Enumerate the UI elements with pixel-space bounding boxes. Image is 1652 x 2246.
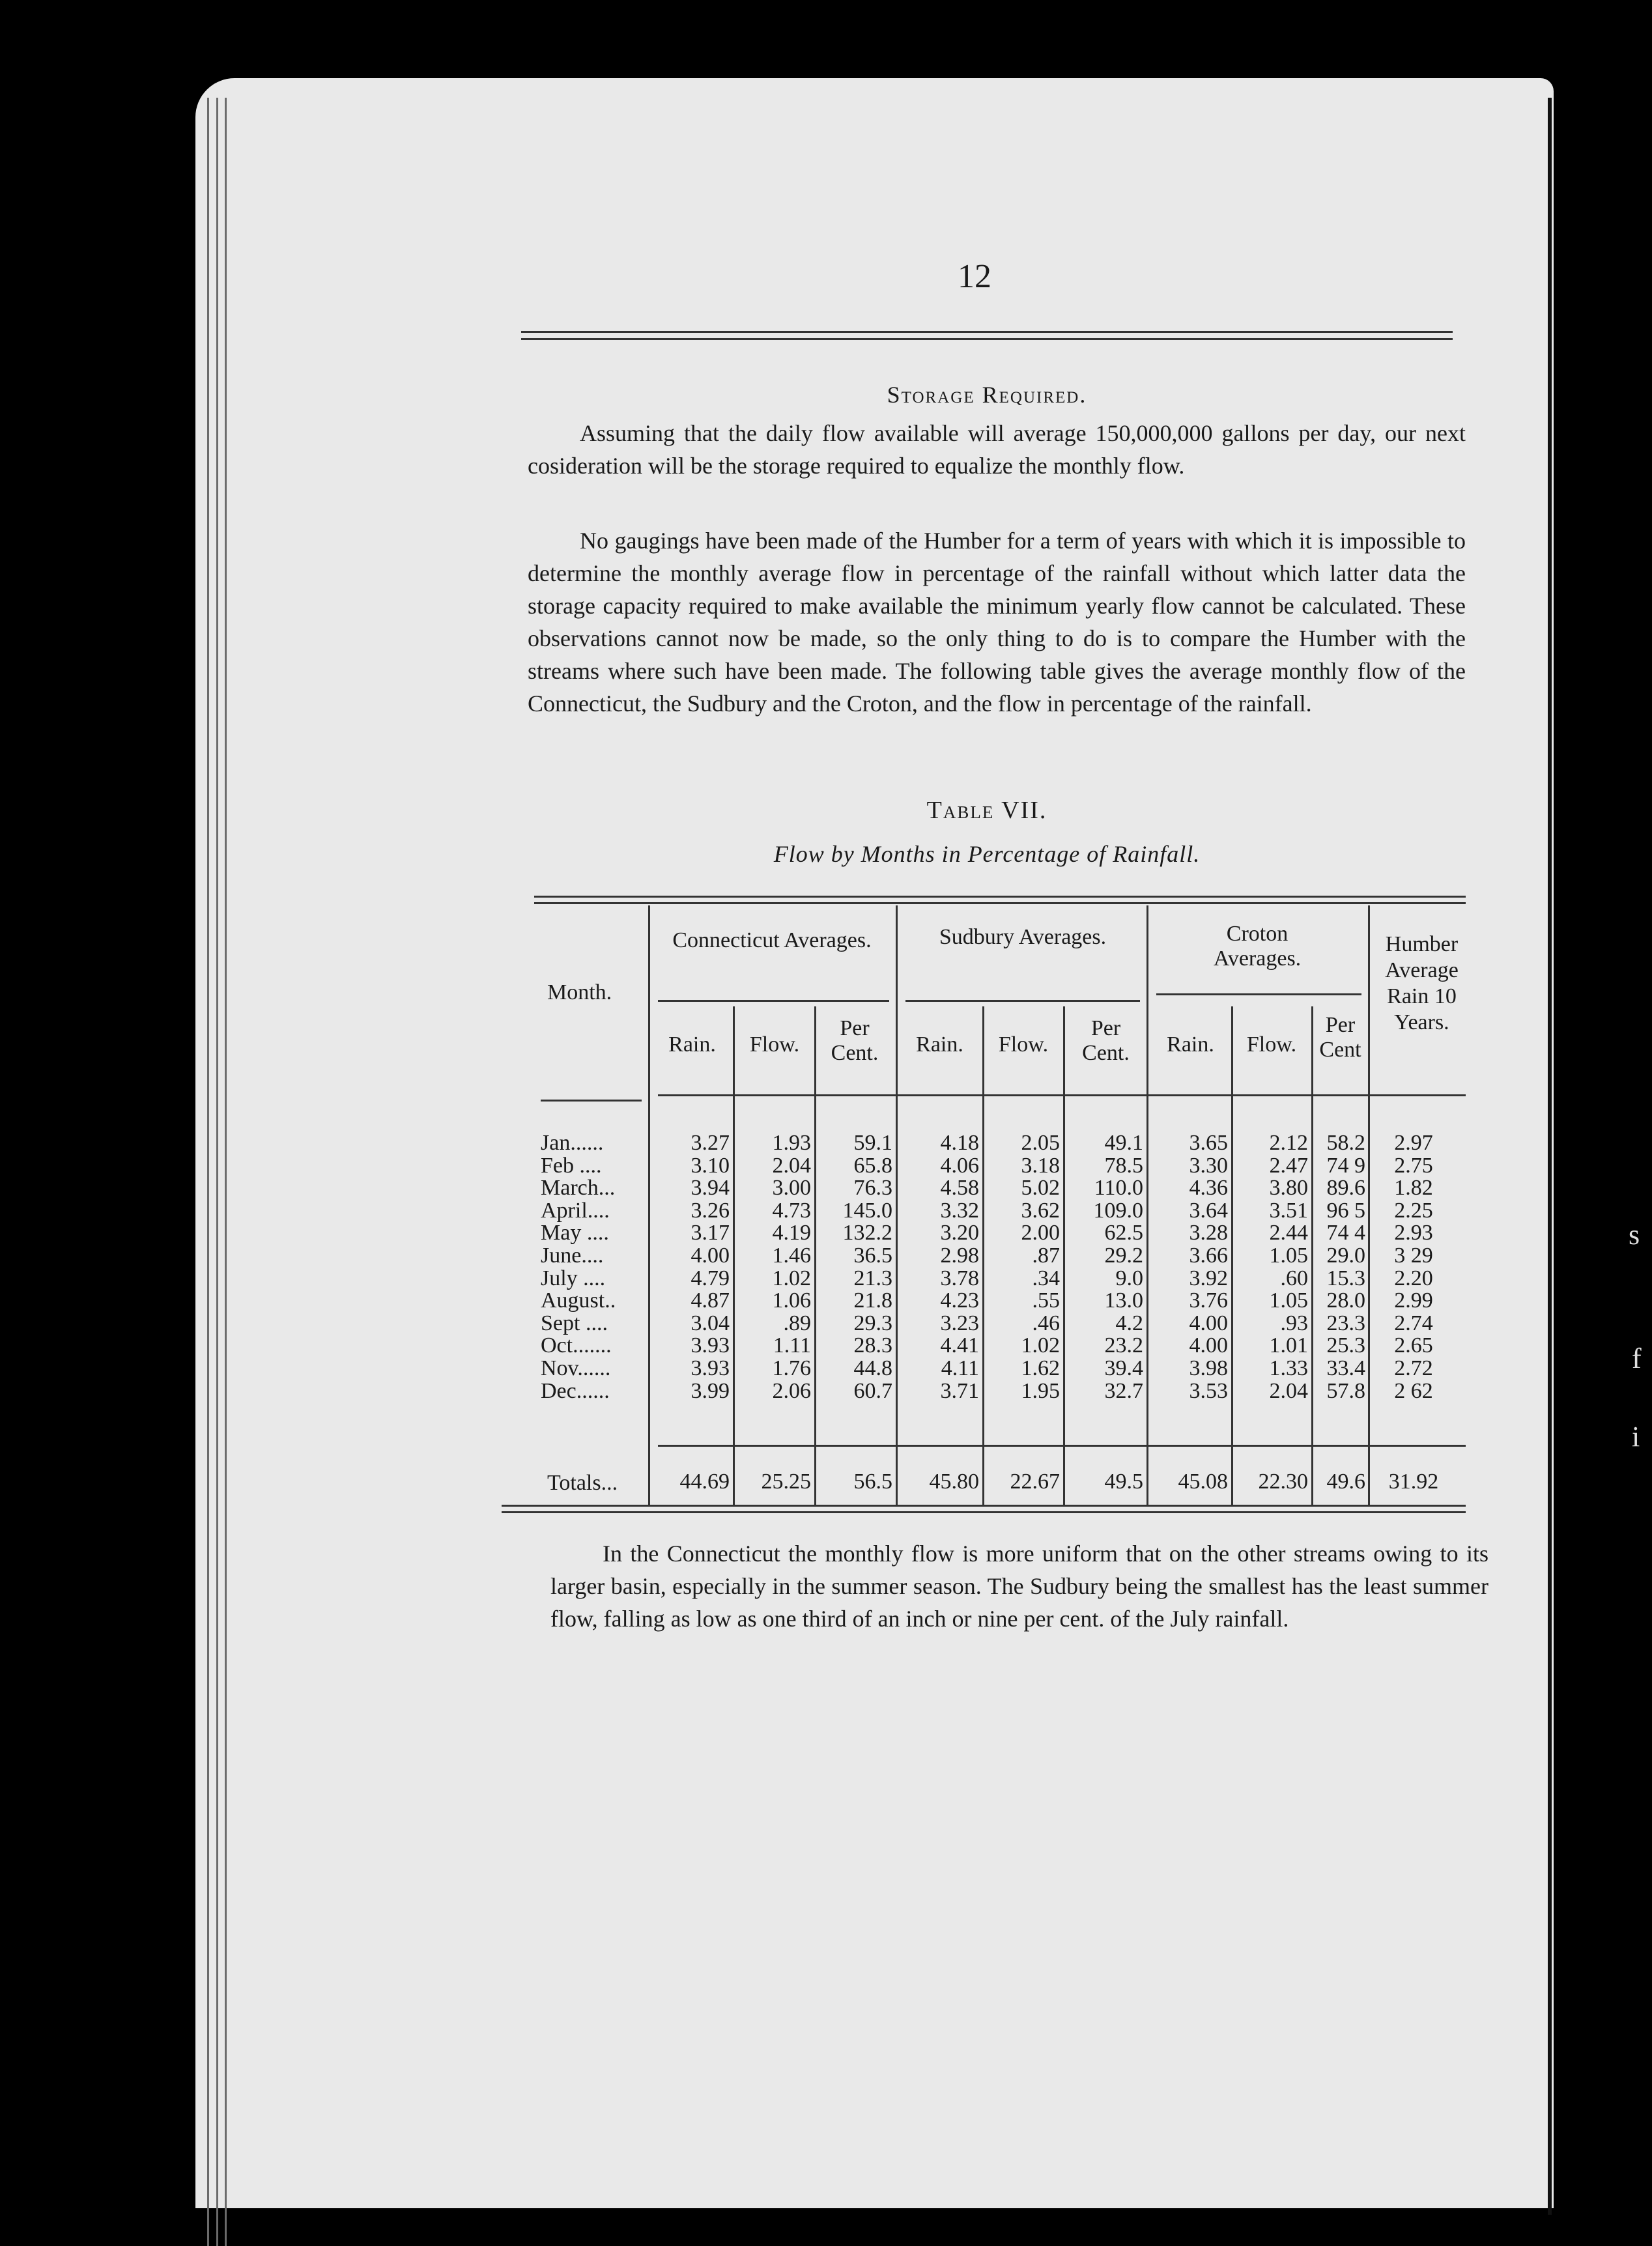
croton-flow-cell: .60 [1280,1266,1308,1290]
sudbury-rain-cell: 4.41 [940,1333,979,1358]
sudbury-flow-cell: .46 [1032,1311,1060,1335]
sudbury-flow-cell: 2.05 [1021,1131,1060,1155]
connecticut-percent-cell: 21.8 [853,1288,892,1313]
total-sudbury-percent: 49.5 [1104,1470,1143,1494]
connecticut-percent-header: Per Cent. [831,1016,879,1065]
connecticut-flow-cell: 2.04 [772,1154,811,1178]
humber-rain-cell: 2.25 [1394,1199,1433,1223]
connecticut-rain-cell: 3.99 [691,1379,730,1403]
sudbury-percent-cell: 39.4 [1104,1356,1143,1380]
croton-percent-cell: 96 5 [1326,1199,1365,1223]
croton-flow-cell: 3.51 [1269,1199,1308,1223]
croton-rain-cell: 3.53 [1189,1379,1228,1403]
croton-flow-cell: 2.04 [1269,1379,1308,1403]
humber-header: Humber Average Rain 10 Years. [1385,932,1459,1034]
connecticut-rain-cell: 3.04 [691,1311,730,1335]
sudbury-percent-cell: 62.5 [1104,1221,1143,1245]
croton-rain-cell: 3.66 [1189,1244,1228,1268]
page-edge-line [216,98,218,2246]
header-under-rule [658,1094,1466,1096]
croton-flow-cell: 3.80 [1269,1176,1308,1200]
humber-rain-cell: 1.82 [1394,1176,1433,1200]
connecticut-rain-cell: 3.27 [691,1131,730,1155]
gutter-rule [1548,98,1552,2215]
connecticut-rain-cell: 3.93 [691,1356,730,1380]
humber-rain-cell: 2.72 [1394,1356,1433,1380]
column-divider [648,905,650,1505]
sudbury-flow-cell: 3.18 [1021,1154,1060,1178]
connecticut-flow-cell: 4.73 [772,1199,811,1223]
sudbury-flow-cell: 2.00 [1021,1221,1060,1245]
connecticut-rain-cell: 4.87 [691,1288,730,1313]
croton-header: Croton Averages. [1213,922,1302,971]
sudbury-percent-cell: 23.2 [1104,1333,1143,1358]
sudbury-flow-cell: 1.02 [1021,1333,1060,1358]
humber-rain-cell: 3 29 [1394,1244,1433,1268]
connecticut-rain-header: Rain. [668,1032,716,1057]
sudbury-flow-cell: 3.62 [1021,1199,1060,1223]
humber-rain-cell: 2.99 [1394,1288,1433,1313]
table-bottom-rule [502,1511,1466,1513]
croton-rain-cell: 3.28 [1189,1221,1228,1245]
croton-rain-cell: 3.76 [1189,1288,1228,1313]
total-humber-rain: 31.92 [1388,1470,1439,1494]
connecticut-header: Connecticut Averages. [672,928,872,952]
humber-rain-cell: 2.65 [1394,1333,1433,1358]
group-rule [1156,993,1361,995]
table-top-rule [534,896,1466,898]
sudbury-rain-header: Rain. [916,1032,963,1057]
sudbury-flow-cell: 5.02 [1021,1176,1060,1200]
sudbury-rain-cell: 4.23 [940,1288,979,1313]
total-croton-flow: 22.30 [1258,1470,1308,1494]
croton-rain-cell: 3.64 [1189,1199,1228,1223]
croton-percent-cell: 74 9 [1326,1154,1365,1178]
month-label: Sept .... [541,1311,608,1335]
croton-flow-cell: 1.01 [1269,1333,1308,1358]
connecticut-percent-cell: 44.8 [853,1356,892,1380]
sudbury-flow-cell: 1.62 [1021,1356,1060,1380]
connecticut-flow-cell: 1.06 [772,1288,811,1313]
page-edge-line [207,98,209,2246]
croton-rain-cell: 3.30 [1189,1154,1228,1178]
paragraph-connecticut: In the Connecticut the monthly flow is more uniform that on the other streams owing to its larger basin, especially in the summer season. The Sudbury being the smallest has the least summer flow, falling as low as one third of an inch or nine per cent. of the July rainfall. [550,1541,1488,1632]
month-label: July .... [541,1266,606,1290]
croton-flow-cell: .93 [1280,1311,1308,1335]
month-column-header: Month. [547,980,612,1004]
sudbury-flow-cell: .34 [1032,1266,1060,1290]
column-divider [1368,905,1370,1505]
croton-rain-cell: 4.00 [1189,1311,1228,1335]
sudbury-rain-cell: 3.71 [940,1379,979,1403]
croton-flow-cell: 2.44 [1269,1221,1308,1245]
total-croton-percent: 49.6 [1326,1470,1365,1494]
connecticut-percent-cell: 59.1 [853,1131,892,1155]
connecticut-flow-cell: 1.02 [772,1266,811,1290]
croton-rain-cell: 3.98 [1189,1356,1228,1380]
croton-percent-cell: 74 4 [1326,1221,1365,1245]
croton-percent-cell: 58.2 [1326,1131,1365,1155]
connecticut-percent-cell: 132.2 [842,1221,892,1245]
connecticut-percent-cell: 65.8 [853,1154,892,1178]
sudbury-percent-cell: 32.7 [1104,1379,1143,1403]
connecticut-flow-cell: 4.19 [772,1221,811,1245]
croton-rain-cell: 3.65 [1189,1131,1228,1155]
sudbury-rain-cell: 4.06 [940,1154,979,1178]
sudbury-percent-cell: 4.2 [1115,1311,1143,1335]
connecticut-flow-cell: .89 [783,1311,811,1335]
connecticut-flow-cell: 1.46 [772,1244,811,1268]
humber-rain-cell: 2.93 [1394,1221,1433,1245]
croton-flow-header: Flow. [1246,1032,1297,1057]
sudbury-header: Sudbury Averages. [939,925,1107,949]
humber-rain-cell: 2.75 [1394,1154,1433,1178]
croton-percent-header: Per Cent [1319,1013,1361,1062]
connecticut-percent-cell: 145.0 [842,1199,892,1223]
croton-percent-cell: 29.0 [1326,1244,1365,1268]
sudbury-rain-cell: 2.98 [940,1244,979,1268]
croton-flow-cell: 1.05 [1269,1288,1308,1313]
connecticut-rain-cell: 4.79 [691,1266,730,1290]
connecticut-flow-cell: 2.06 [772,1379,811,1403]
sudbury-percent-cell: 109.0 [1093,1199,1143,1223]
connecticut-percent-cell: 21.3 [853,1266,892,1290]
connecticut-percent-cell: 36.5 [853,1244,892,1268]
connecticut-rain-cell: 4.00 [691,1244,730,1268]
totals-label: Totals... [547,1471,618,1495]
connecticut-flow-cell: 1.11 [773,1333,811,1358]
croton-rain-header: Rain. [1167,1032,1214,1057]
group-rule [905,1000,1140,1002]
month-label: Feb .... [541,1154,602,1178]
column-divider [1146,905,1148,1505]
sudbury-rain-cell: 3.78 [940,1266,979,1290]
sudbury-percent-cell: 29.2 [1104,1244,1143,1268]
header-rule [521,331,1453,340]
croton-flow-cell: 1.05 [1269,1244,1308,1268]
column-divider [896,905,898,1505]
connecticut-rain-cell: 3.94 [691,1176,730,1200]
table-caption: Flow by Months in Percentage of Rainfall. [773,841,1201,867]
croton-rain-cell: 3.92 [1189,1266,1228,1290]
sudbury-percent-cell: 49.1 [1104,1131,1143,1155]
connecticut-rain-cell: 3.10 [691,1154,730,1178]
connecticut-percent-cell: 29.3 [853,1311,892,1335]
total-sudbury-rain: 45.80 [929,1470,979,1494]
section-heading: Storage Required. [887,382,1087,408]
connecticut-rain-cell: 3.26 [691,1199,730,1223]
month-label: May .... [541,1221,609,1245]
sudbury-percent-cell: 78.5 [1104,1154,1143,1178]
croton-flow-cell: 2.47 [1269,1154,1308,1178]
croton-rain-cell: 4.36 [1189,1176,1228,1200]
croton-percent-cell: 15.3 [1326,1266,1365,1290]
connecticut-flow-header: Flow. [749,1032,800,1057]
croton-percent-cell: 23.3 [1326,1311,1365,1335]
month-label: June.... [541,1244,604,1268]
month-label: April.... [541,1199,610,1223]
table-bottom-rule [502,1505,1466,1507]
header-under-rule [541,1100,642,1102]
sudbury-rain-cell: 3.23 [940,1311,979,1335]
connecticut-percent-cell: 76.3 [853,1176,892,1200]
connecticut-flow-cell: 1.93 [772,1131,811,1155]
table-top-rule [534,902,1466,904]
croton-flow-cell: 2.12 [1269,1131,1308,1155]
humber-rain-cell: 2.97 [1394,1131,1433,1155]
sudbury-percent-cell: 13.0 [1104,1288,1143,1313]
month-label: Jan...... [541,1131,604,1155]
month-label: Oct....... [541,1333,612,1358]
sudbury-flow-header: Flow. [998,1032,1049,1057]
croton-percent-cell: 57.8 [1326,1379,1365,1403]
sudbury-rain-cell: 3.20 [940,1221,979,1245]
sudbury-flow-cell: .55 [1032,1288,1060,1313]
month-label: Nov...... [541,1356,611,1380]
croton-flow-cell: 1.33 [1269,1356,1308,1380]
sudbury-percent-cell: 110.0 [1094,1176,1143,1200]
croton-percent-cell: 89.6 [1326,1176,1365,1200]
month-label: August.. [541,1288,616,1313]
sudbury-percent-cell: 9.0 [1115,1266,1143,1290]
humber-rain-cell: 2.20 [1394,1266,1433,1290]
sudbury-flow-cell: .87 [1032,1244,1060,1268]
connecticut-flow-cell: 3.00 [772,1176,811,1200]
croton-rain-cell: 4.00 [1189,1333,1228,1358]
total-connecticut-rain: 44.69 [679,1470,730,1494]
total-sudbury-flow: 22.67 [1010,1470,1060,1494]
sudbury-rain-cell: 4.18 [940,1131,979,1155]
paragraph-storage: Assuming that the daily flow available will average 150,000,000 gallons per day, our next cosideration will be the storage required to equalize the monthly flow. [528,420,1466,479]
total-connecticut-flow: 25.25 [761,1470,811,1494]
table-title: Table VII. [926,797,1047,824]
croton-percent-cell: 25.3 [1326,1333,1365,1358]
totals-rule [658,1445,1466,1447]
sudbury-flow-cell: 1.95 [1021,1379,1060,1403]
month-label: Dec...... [541,1379,610,1403]
connecticut-percent-cell: 60.7 [853,1379,892,1403]
paragraph-gaugings: No gaugings have been made of the Humber for a term of years with which it is impossible to determine the monthly average flow in percentage of the rainfall without which latter data the storage capacity required to make available the minimum yearly flow cannot be calculated. These observations cannot now be made, so the only thing to do is to compare the Humber with the streams where such have been made. The following table gives the average monthly flow of the Connecticut, the Sudbury and the Croton, and the flow in percentage of the rainfall. [528,528,1466,717]
page-number: 12 [958,258,991,295]
connecticut-percent-cell: 28.3 [853,1333,892,1358]
sudbury-rain-cell: 3.32 [940,1199,979,1223]
connecticut-flow-cell: 1.76 [772,1356,811,1380]
total-croton-rain: 45.08 [1178,1470,1228,1494]
connecticut-rain-cell: 3.93 [691,1333,730,1358]
total-connecticut-percent: 56.5 [853,1470,892,1494]
sudbury-rain-cell: 4.58 [940,1176,979,1200]
connecticut-rain-cell: 3.17 [691,1221,730,1245]
humber-rain-cell: 2.74 [1394,1311,1433,1335]
page-edge-line [225,98,227,2246]
croton-percent-cell: 28.0 [1326,1288,1365,1313]
sudbury-rain-cell: 4.11 [941,1356,979,1380]
croton-percent-cell: 33.4 [1326,1356,1365,1380]
sudbury-percent-header: Per Cent. [1082,1016,1130,1065]
humber-rain-cell: 2 62 [1394,1379,1433,1403]
group-rule [658,1000,889,1002]
month-label: March... [541,1176,616,1200]
